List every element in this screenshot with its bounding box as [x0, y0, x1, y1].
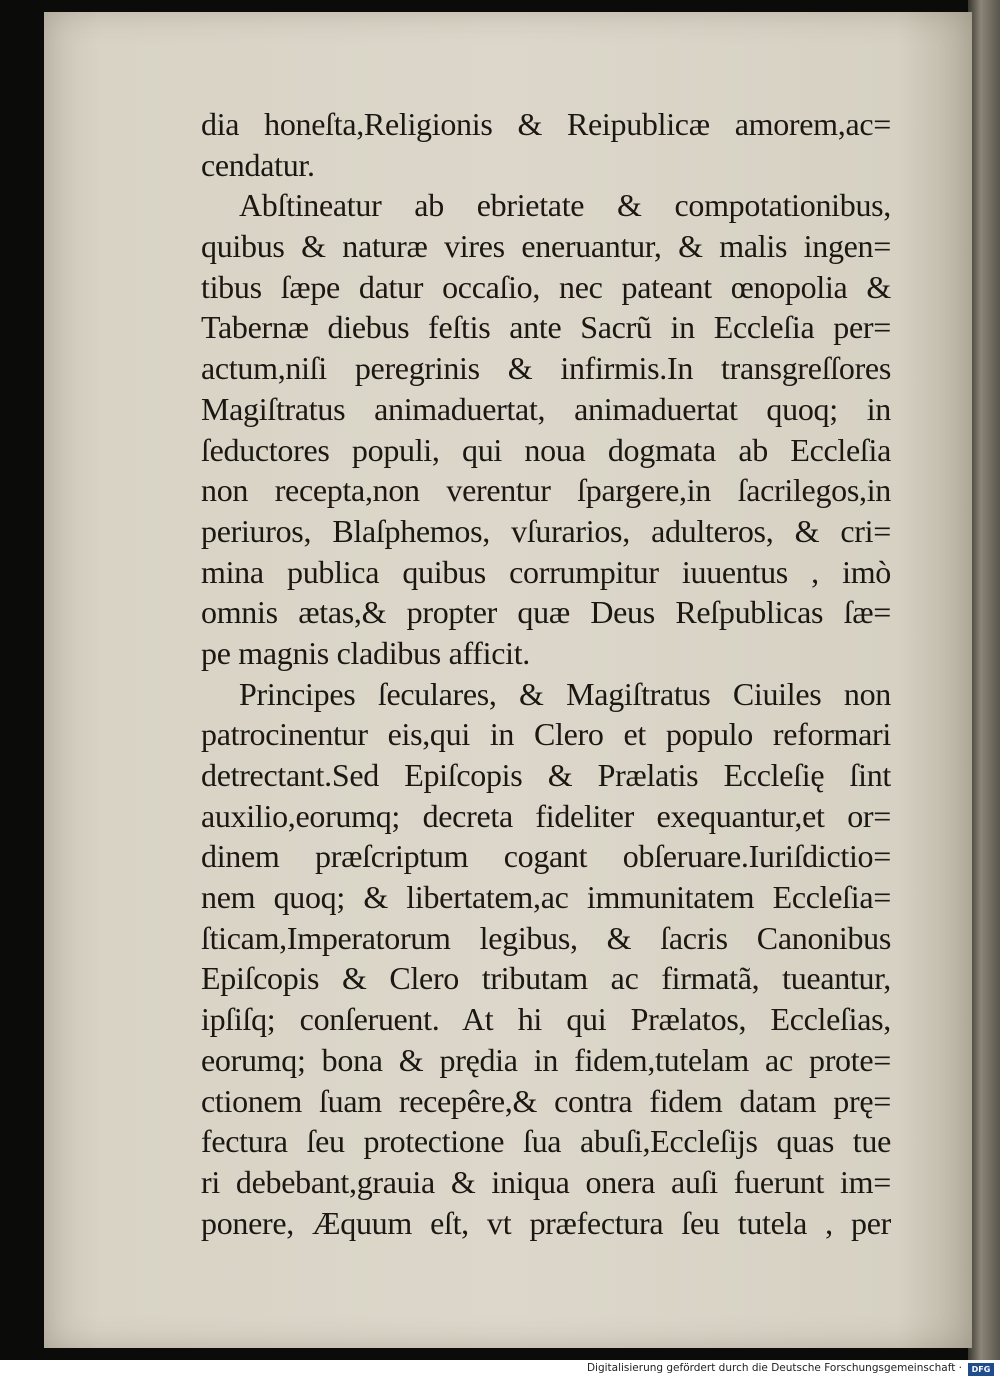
- text-line: ri debebant,grauia & iniqua onera auſi fuerunt im=: [201, 1163, 891, 1200]
- text-line: patrocinentur eis,qui in Clero et populo reformari: [201, 716, 891, 753]
- text-line: Principes ſeculares, & Magiſtratus Ciuiles non: [239, 675, 891, 712]
- text-line: omnis ætas,& propter quæ Deus Reſpublicas ſæ=: [201, 594, 891, 631]
- text-line: ipſiſq; conſeruent. At hi qui Prælatos, Eccleſias,: [201, 1001, 891, 1038]
- digitization-credit: Digitalisierung gefördert durch die Deutsche Forschungsgemeinschaft ·: [586, 1362, 962, 1374]
- text-line: Abſtineatur ab ebrietate & compotationibus,: [239, 187, 891, 224]
- text-line: Tabernæ diebus feſtis ante Sacrũ in Eccleſia per=: [201, 309, 891, 346]
- text-line: dinem præſcriptum cogant obſeruare.Iuriſdictio=: [201, 838, 891, 875]
- text-line: cendatur.: [201, 146, 315, 183]
- text-line: Epiſcopis & Clero tributam ac firmatã, tueantur,: [201, 960, 891, 997]
- text-line: mina publica quibus corrumpitur iuuentus , imò: [201, 553, 891, 590]
- text-line: dia honeſta,Religionis & Reipublicæ amorem,ac=: [201, 106, 891, 142]
- text-line: detrectant.Sed Epiſcopis & Prælatis Eccleſię ſint: [201, 757, 891, 793]
- text-line: fectura ſeu protectione ſua abuſi,Eccleſijs quas tue: [201, 1123, 891, 1160]
- text-line: ctionem ſuam recepêre,& contra fidem datam prę=: [201, 1082, 891, 1119]
- text-line: auxilio,eorumq; decreta fideliter exequantur,et or=: [201, 797, 891, 834]
- text-line: eorumq; bona & prędia in fidem,tutelam ac prote=: [201, 1041, 891, 1078]
- dfg-logo: DFG: [968, 1363, 994, 1376]
- book-spine-edge: [968, 0, 1000, 1360]
- text-line: nem quoq; & libertatem,ac immunitatem Eccleſia=: [201, 879, 891, 916]
- text-line: non recepta,non verentur ſpargere,in ſacrilegos,in: [201, 472, 891, 509]
- text-line: actum,niſi peregrinis & infirmis.In transgreſſores: [201, 350, 891, 387]
- text-line: ſeductores populi, qui noua dogmata ab Eccleſia: [201, 431, 891, 468]
- text-line: tibus ſæpe datur occaſio, nec pateant œnopolia &: [201, 268, 891, 305]
- page-text: [201, 104, 891, 1243]
- text-line: ponere, Æquum eſt, vt præfectura ſeu tutela , per: [201, 1204, 891, 1241]
- text-line: ſticam,Imperatorum legibus, & ſacris Canonibus: [201, 919, 891, 956]
- text-line: pe magnis cladibus afficit.: [201, 634, 530, 671]
- text-line: Magiſtratus animaduertat, animaduertat quoq; in: [201, 390, 891, 427]
- footer-bar: [0, 1360, 1000, 1379]
- text-line: periuros, Blaſphemos, vſurarios, adulteros, & cri=: [201, 512, 891, 549]
- text-line: quibus & naturæ vires eneruantur, & malis ingen=: [201, 228, 891, 265]
